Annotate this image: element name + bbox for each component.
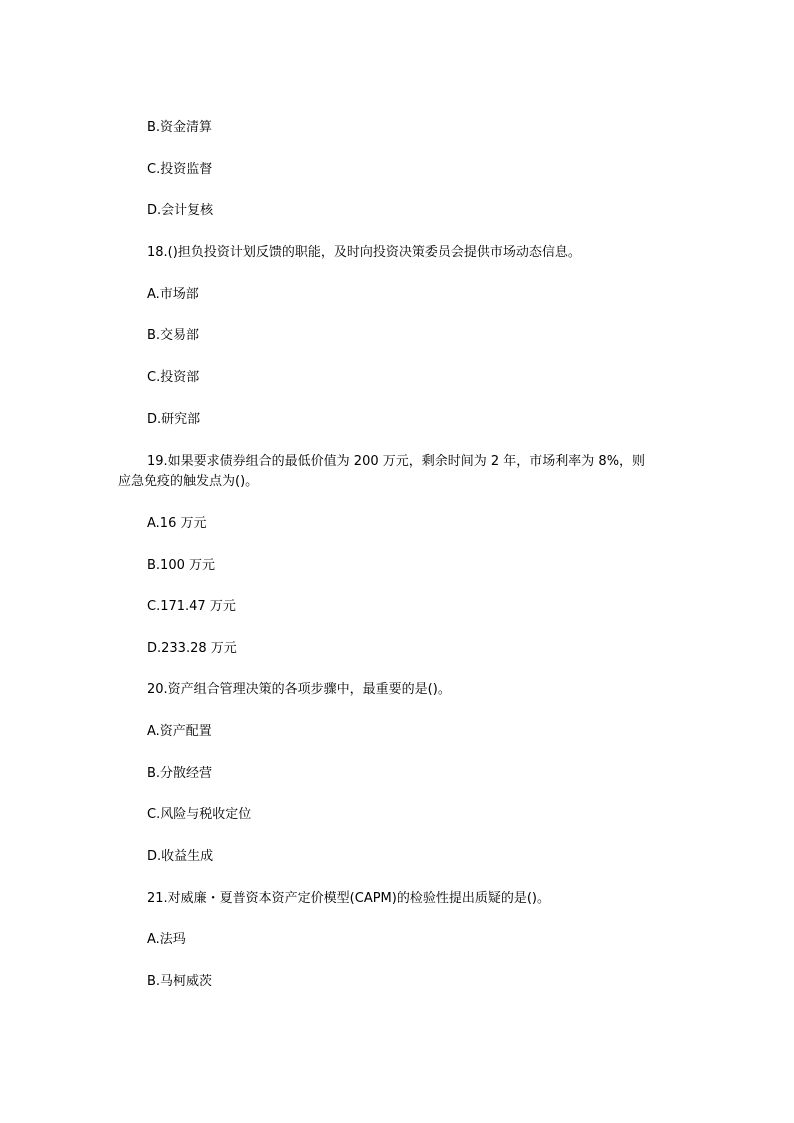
question-20: 20.资产组合管理决策的各项步骤中，最重要的是()。: [147, 682, 451, 697]
option-a-16-wan: A.16 万元: [147, 516, 207, 531]
option-a-fama: A.法玛: [147, 932, 186, 947]
question-21: 21.对威廉・夏普资本资产定价模型(CAPM)的检验性提出质疑的是()。: [147, 891, 550, 906]
option-c-investment-dept: C.投资部: [147, 370, 200, 385]
option-b-diversification: B.分散经营: [147, 766, 213, 781]
option-c-investment-supervision: C.投资监督: [147, 162, 213, 177]
option-a-market-dept: A.市场部: [147, 287, 199, 302]
option-c-171-47-wan: C.171.47 万元: [147, 599, 236, 614]
option-b-fund-clearing: B.资金清算: [147, 120, 213, 135]
option-c-risk-tax-positioning: C.风险与税收定位: [147, 807, 252, 822]
question-18: 18.()担负投资计划反馈的职能，及时向投资决策委员会提供市场动态信息。: [147, 245, 581, 260]
option-b-markowitz: B.马柯威茨: [147, 974, 213, 989]
question-19: 19.如果要求债券组合的最低价值为 200 万元，剩余时间为 2 年，市场利率为 8%，则: [147, 454, 646, 469]
option-b-trading-dept: B.交易部: [147, 328, 200, 343]
option-d-233-28-wan: D.233.28 万元: [147, 641, 237, 656]
option-d-return-generation: D.收益生成: [147, 849, 214, 864]
option-d-accounting-review: D.会计复核: [147, 203, 214, 218]
question-19-continuation: 应急免疫的触发点为()。: [118, 474, 259, 489]
option-a-asset-allocation: A.资产配置: [147, 724, 212, 739]
option-d-research-dept: D.研究部: [147, 412, 201, 427]
option-b-100-wan: B.100 万元: [147, 558, 215, 573]
